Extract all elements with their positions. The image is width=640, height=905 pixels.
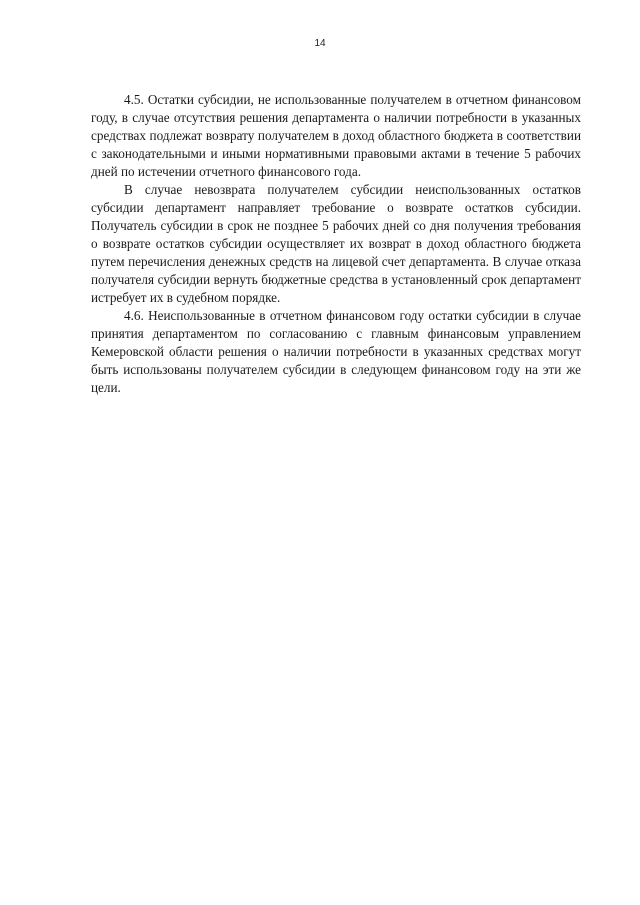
page-number: 14: [314, 38, 326, 49]
paragraph-refund-demand: В случае невозврата получателем субсидии неиспользованных остатков субсидии департамент направляет требование о возврате остатков субсидии. Получатель субсидии в срок не позднее 5 рабочих дней со дня получения требования о возврате остатков субсидии осуществляет их возврат в доход областного бюджета путем перечисления денежных средств на лицевой счет департамента. В случае отказа получателя субсидии вернуть бюджетные средства в установленный срок департамент истребует их в судебном порядке.: [91, 182, 581, 305]
paragraph-4-5: 4.5. Остатки субсидии, не использованные получателем в отчетном финансовом году, в случае отсутствия решения департамента о наличии потребности в указанных средствах подлежат возврату получателем в доход областного бюджета в соответствии с законодательными и иными нормативными правовыми актами в течение 5 рабочих дней по истечении отчетного финансового года.: [91, 92, 581, 179]
paragraph-4-6: 4.6. Неиспользованные в отчетном финансовом году остатки субсидии в случае принятия департаментом по согласованию с главным финансовым управлением Кемеровской области решения о наличии потребности в указанных средствах могут быть использованы получателем субсидии в следующем финансовом году на эти же цели.: [91, 308, 581, 395]
document-body: [91, 91, 581, 397]
